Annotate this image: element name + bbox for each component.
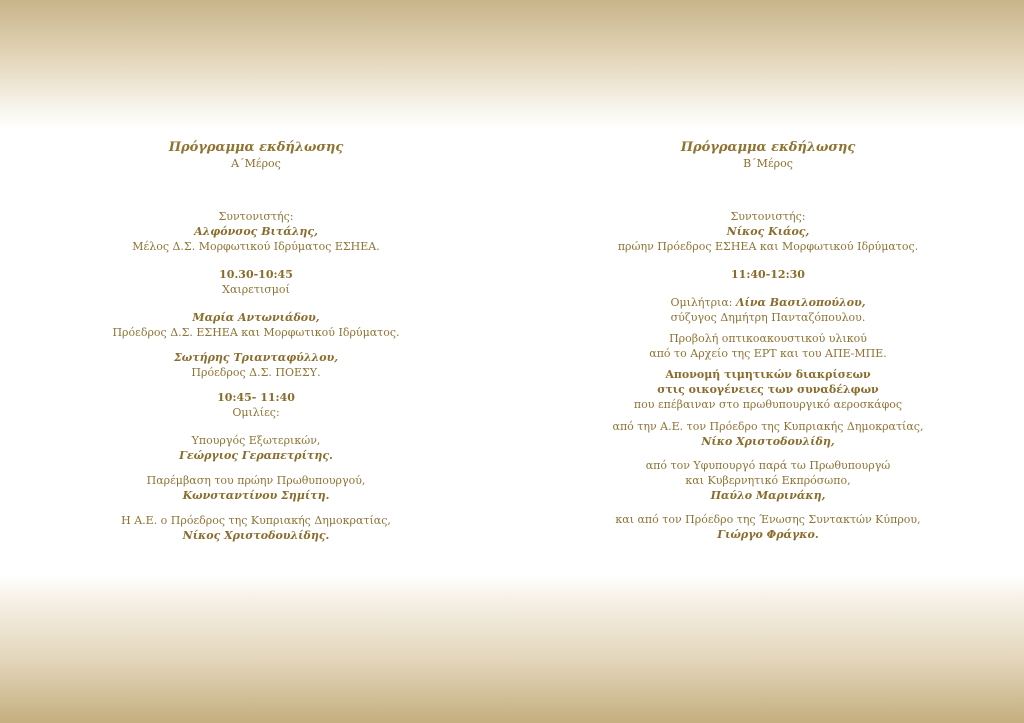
speech-role: Η Α.Ε. ο Πρόεδρος της Κυπριακής Δημοκρατίας, [121, 514, 391, 527]
speaker-line [670, 295, 865, 310]
award-presenter-name: Νίκο Χριστοδουλίδη, [701, 435, 835, 448]
speaker-name: Μαρία Αντωνιάδου, [192, 311, 320, 324]
greetings-label: Χαιρετισμοί [222, 283, 290, 296]
program-title: Πρόγραμμα εκδήλωσης [680, 140, 856, 155]
coordinator-role: Μέλος Δ.Σ. Μορφωτικού Ιδρύματος ΕΣΗΕΑ. [132, 240, 380, 253]
award-presenter-name: Παύλο Μαρινάκη, [710, 489, 826, 502]
speaker-label: Ομιλήτρια: [670, 296, 736, 309]
speaker-name: Λίνα Βασιλοπούλου, [735, 296, 866, 309]
award-presenter-role: από τον Υφυπουργό παρά τω Πρωθυπουργώ [645, 459, 891, 472]
program-page-part-a [56, 0, 456, 723]
speech-name: Νίκος Χριστοδουλίδης. [182, 529, 330, 542]
time-slot: 10.30-10:45 [219, 268, 293, 281]
speaker-role: Πρόεδρος Δ.Σ. ΠΟΕΣΥ. [191, 366, 321, 379]
coordinator-name: Νίκος Κιάος, [726, 225, 810, 238]
award-presenter-role: και Κυβερνητικό Εκπρόσωπο, [685, 474, 851, 487]
coordinator-role: πρώην Πρόεδρος ΕΣΗΕΑ και Μορφωτικού Ιδρύματος. [617, 240, 919, 253]
program-part-label: Β΄Μέρος [743, 157, 793, 170]
projection-line: Προβολή οπτικοακουστικού υλικού [669, 332, 867, 345]
speeches-label: Ομιλίες: [232, 406, 280, 419]
award-presenter-name: Γιώργο Φράγκο. [717, 528, 819, 541]
time-slot: 11:40-12:30 [731, 268, 805, 281]
coordinator-name: Αλφόνσος Βιτάλης, [194, 225, 318, 238]
award-presenter-role: από την Α.Ε. τον Πρόεδρο της Κυπριακής Δημοκρατίας, [612, 420, 924, 433]
speaker-role: σύζυγος Δημήτρη Πανταζόπουλου. [670, 311, 866, 324]
speech-name: Κωνσταντίνου Σημίτη. [182, 489, 330, 502]
program-page-part-b [568, 0, 968, 723]
speech-name: Γεώργιος Γεραπετρίτης. [179, 449, 333, 462]
program-part-label: Α΄Μέρος [231, 157, 281, 170]
awards-description: που επέβαιναν στο πρωθυπουργικό αεροσκάφος [633, 398, 903, 411]
coordinator-label: Συντονιστής: [730, 210, 806, 223]
speaker-name: Σωτήρης Τριανταφύλλου, [173, 351, 339, 364]
award-presenter-role: και από τον Πρόεδρο της Ένωσης Συντακτών Κύπρου, [615, 513, 921, 526]
coordinator-label: Συντονιστής: [218, 210, 294, 223]
speech-role: Υπουργός Εξωτερικών, [191, 434, 321, 447]
speaker-role: Πρόεδρος Δ.Σ. ΕΣΗΕΑ και Μορφωτικού Ιδρύματος. [112, 326, 400, 339]
awards-heading: στις οικογένειες των συναδέλφων [657, 383, 879, 396]
projection-line: από το Αρχείο της ΕΡΤ και του ΑΠΕ-ΜΠΕ. [649, 347, 887, 360]
time-slot: 10:45- 11:40 [217, 391, 295, 404]
program-title: Πρόγραμμα εκδήλωσης [168, 140, 344, 155]
speech-role: Παρέμβαση του πρώην Πρωθυπουργού, [146, 474, 366, 487]
awards-heading: Απονομή τιμητικών διακρίσεων [665, 368, 871, 381]
